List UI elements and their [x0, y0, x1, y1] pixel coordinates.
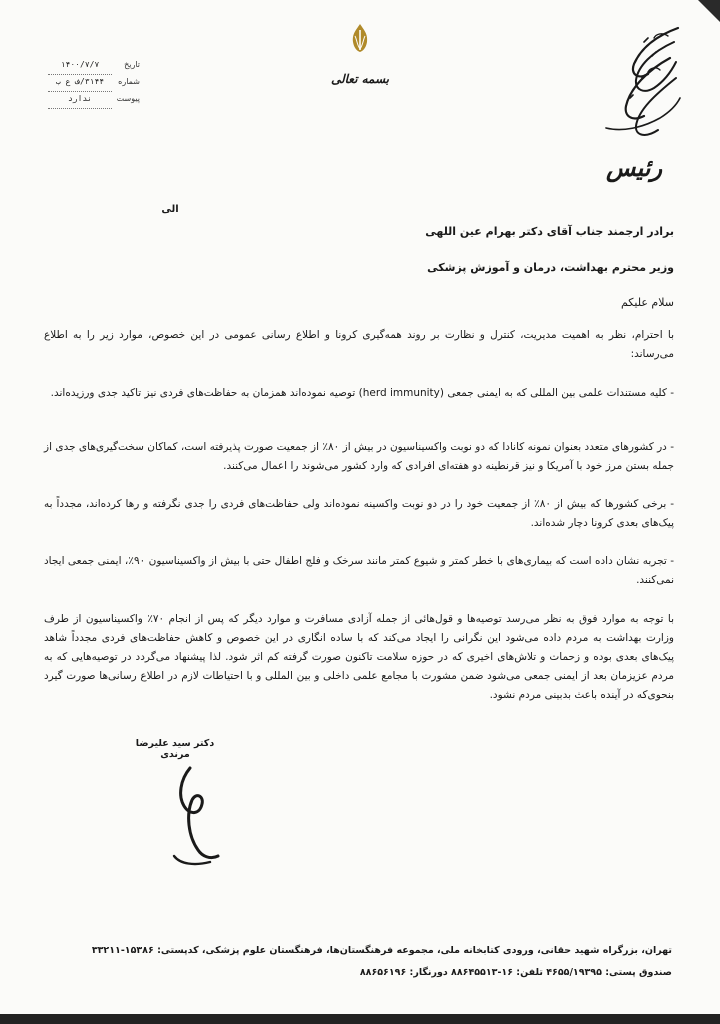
attachment-value: ندارد: [48, 92, 112, 109]
handwritten-signature: [150, 760, 240, 870]
iran-emblem-icon: [346, 22, 374, 54]
number-label: شماره: [118, 77, 140, 86]
letter-meta: [48, 58, 140, 109]
signer-name: دکتر سید علیرضا مرندی: [135, 738, 215, 760]
attachment-row: [48, 92, 140, 109]
number-row: [48, 75, 140, 92]
footer-address: تهران، بزرگراه شهید حقانی، ورودی کتابخانه ملی، مجموعه فرهنگستان‌ها، فرهنگستان علوم پزشکی، کدپستی: ۱۵۳۸۶-۳۳۲۱۱: [91, 945, 672, 956]
point-paragraph-2: - در کشورهای متعدد بعنوان نمونه کانادا که دو نوبت واکسیناسیون در بیش از ۸۰٪ از جمعیت صورت پذیرفته است، کماکان سخت‌گیری‌های جدی از جمله بستن مرز خود با آمریکا و نیز قرنطینه دو هفته‌ای افرادی که وارد کشور می‌شوند را اعمال می‌کنند.: [44, 441, 674, 472]
conclusion-paragraph: با توجه به موارد فوق به نظر می‌رسد توصیه‌ها و قول‌هائی از جمله آزادی مسافرت و موارد دیگر که پس از انجام ۷۰٪ واکسیناسیون از طرف وزارت بهداشت به مردم داده می‌شود این نگرانی را ایجاد می‌کند که با ساده انگاری در این خصوص و کاهش حفاظت‌های فردی مجدداً شاهد پیک‌های بعدی بوده و زحمات و تلاش‌های اخیری که در حوزه سلامت تاکنون صورت گرفته کم اثر شود. لذا پیشنهاد می‌گردد در توصیه‌هایی که به مردم عزیزمان بعد از ایمنی جمعی می‌شود ضمن مشورت با مجامع علمی داخلی و بین المللی و با احتیاطات لازم در اطلاع رسانی‌ها صورت گیرد بنحوی‌که در آینده باعث بدبینی مردم نشود.: [44, 613, 675, 701]
point-paragraph-4: - تجربه نشان داده است که بیماری‌های با خطر کمتر و شیوع کمتر مانند سرخک و فلج اطفال حتی با بیش از واکسیناسیون ۹۰٪، ایمنی جمعی ایجاد نمی‌کنند.: [44, 555, 674, 586]
point-paragraph-3: - برخی کشورها که بیش از ۸۰٪ از جمعیت خود را در دو نوبت واکسینه نموده‌اند ولی حفاظت‌های فردی را جدی نگرفته و رها کرده‌اند، مجدداً به پیک‌های بعدی کرونا دچار شده‌اند.: [44, 498, 674, 529]
date-row: [48, 58, 140, 75]
letterhead-footer: [70, 940, 672, 984]
to-label: الی: [161, 204, 179, 215]
scan-bottom-edge: [0, 1014, 720, 1024]
salutation: سلام علیکم: [620, 296, 674, 309]
date-value: ۱۴۰۰/۷/۷: [48, 58, 112, 75]
basmala: بسمه تعالی: [330, 72, 390, 86]
recipient-title: وزیر محترم بهداشت، درمان و آموزش پزشکی: [427, 261, 674, 274]
intro-paragraph: با احترام، نظر به اهمیت مدیریت، کنترل و نظارت بر روند همه‌گیری کرونا و اطلاع رسانی عمومی در این خصوص، موارد زیر را به اطلاع می‌رساند:: [44, 329, 674, 360]
footer-contact: صندوق پستی: ۴۶۵۵/۱۹۳۹۵ تلفن: ۱۶-۸۸۶۴۵۵۱۳ دورنگار: ۸۸۶۵۶۱۹۶: [359, 967, 672, 978]
recipient-name: برادر ارجمند جناب آقای دکتر بهرام عین اللهی: [425, 225, 674, 238]
academy-calligraphy-logo: [586, 18, 686, 186]
attachment-label: پیوست: [116, 94, 140, 103]
number-value: ۳۱۴۴/ف ع ب: [48, 75, 112, 92]
corner-mark-icon: [698, 0, 720, 22]
point-paragraph-1: - کلیه مستندات علمی بین المللی که به ایمنی جمعی (herd immunity) توصیه نموده‌اند همزمان به حفاظت‌های فردی نیز تاکید جدی ورزیده‌اند.: [50, 387, 674, 399]
logo-caption: رئیس: [605, 153, 663, 182]
date-label: تاریخ: [124, 60, 140, 69]
